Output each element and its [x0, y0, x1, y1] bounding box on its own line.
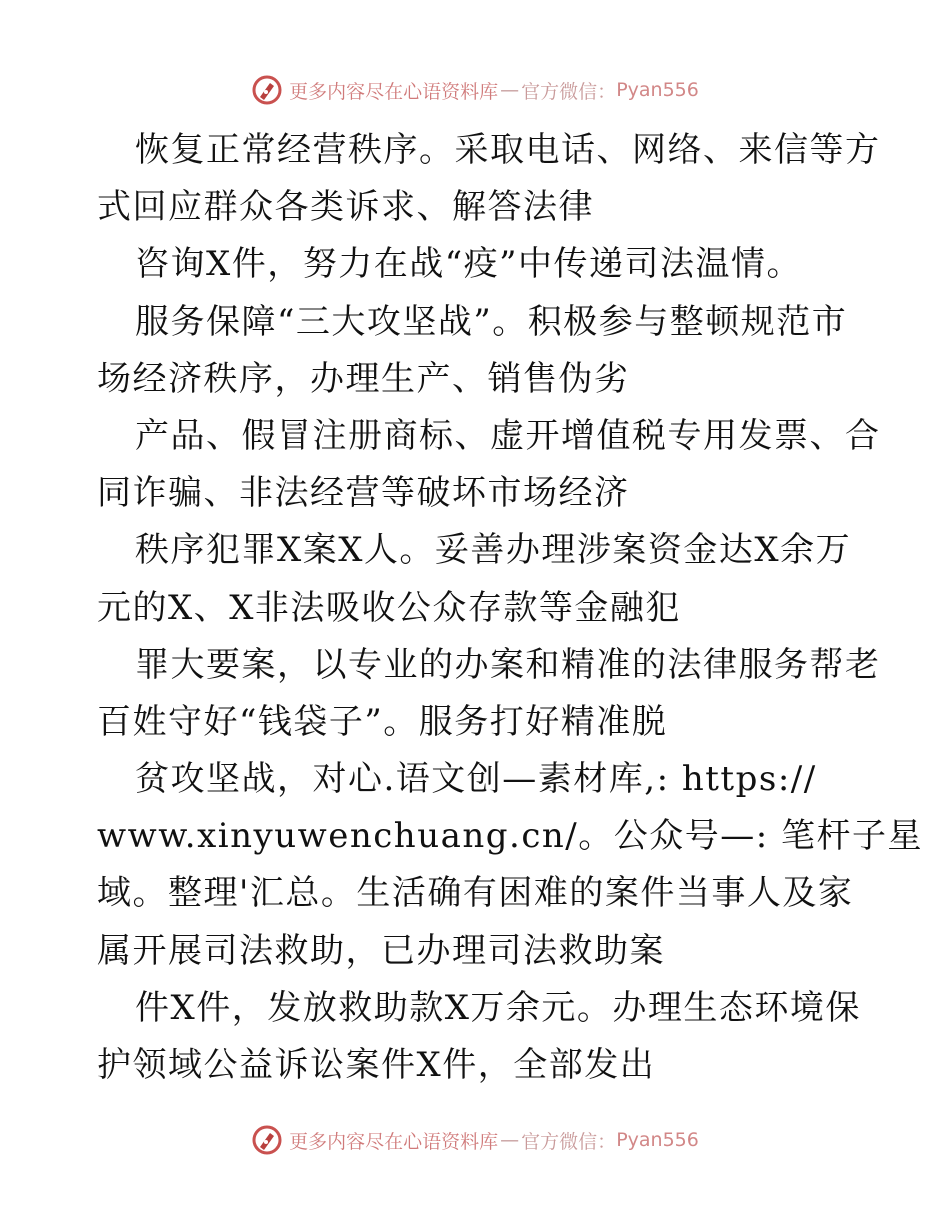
banner-wechat-id: Pyan556 — [616, 79, 699, 101]
text-line: 贫攻坚战，对心.语文创—素材库,: https:// — [135, 759, 817, 800]
text-line: 服务保障“三大攻坚战”。积极参与整顿规范市 — [135, 301, 848, 342]
banner-wechat-label: 官方微信： — [521, 80, 617, 103]
text-line: 件X件，发放救助款X万余元。办理生态环境保 — [135, 987, 861, 1028]
text-line: 咨询X件，努力在战“疫”中传递司法温情。 — [135, 244, 802, 285]
text-line: 场经济秩序，办理生产、销售伪劣 — [97, 358, 630, 399]
text-line: 秩序犯罪X案X人。妥善办理涉案资金达X余万 — [135, 530, 852, 571]
text-line: 恢复正常经营秩序。采取电话、网络、来信等方 — [135, 130, 881, 170]
pen-nib-circle-icon — [251, 1124, 283, 1156]
banner-wechat-label: 官方微信： — [521, 1130, 617, 1153]
banner-brand: 更多内容尽在心语资料库 — [289, 80, 499, 103]
text-line: 式回应群众各类诉求、解答法律 — [97, 187, 594, 228]
text-line: 域。整理'汇总。生活确有困难的案件当事人及家 — [97, 873, 854, 914]
text-line: 元的X、X非法吸收公众存款等金融犯 — [97, 587, 681, 628]
text-line: 同诈骗、非法经营等破坏市场经济 — [97, 473, 630, 514]
header-banner — [0, 70, 950, 110]
text-line: 罪大要案，以专业的办案和精准的法律服务帮老 — [135, 644, 881, 685]
banner-separator: — — [500, 1129, 520, 1151]
text-line: 百姓守好“钱袋子”。服务打好精准脱 — [97, 701, 668, 742]
document-body — [97, 122, 923, 1094]
footer-banner — [0, 1120, 950, 1160]
banner-brand: 更多内容尽在心语资料库 — [289, 1130, 499, 1153]
pen-nib-circle-icon — [251, 74, 283, 106]
text-line: 产品、假冒注册商标、虚开增值税专用发票、合 — [135, 415, 881, 456]
banner-wechat-id: Pyan556 — [616, 1129, 699, 1151]
text-line: 护领域公益诉讼案件X件，全部发出 — [97, 1045, 656, 1085]
text-line: 属开展司法救助，已办理司法救助案 — [97, 930, 665, 971]
text-line: www.xinyuwenchuang.cn/。公众号—: 笔杆子星 — [97, 816, 923, 857]
banner-separator: — — [500, 79, 520, 101]
